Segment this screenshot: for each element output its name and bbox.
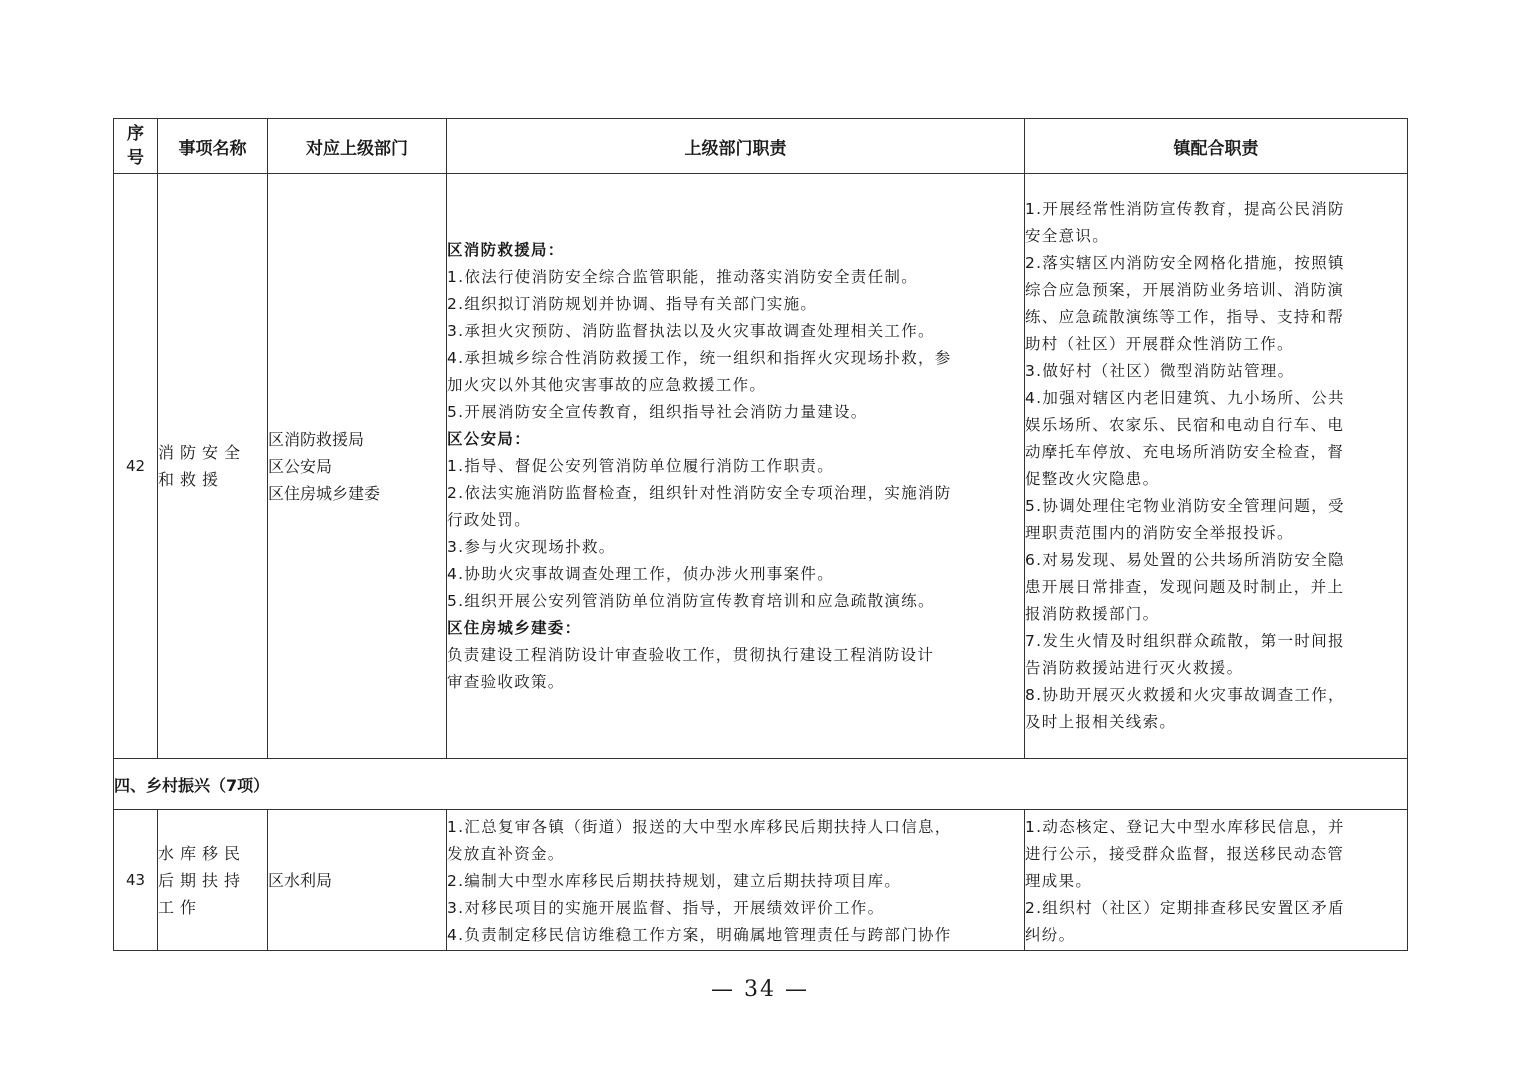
duty-line: 理职责范围内的消防安全举报投诉。	[1025, 524, 1294, 542]
page-number: — 34 —	[711, 977, 809, 1002]
duty-line: 区住房城乡建委：	[447, 618, 582, 637]
upper-duties-list	[447, 810, 1024, 949]
section-title: 四、乡村振兴（7项）	[114, 759, 1408, 810]
row-town-duties	[1025, 810, 1408, 951]
header-seq-line-1: 序	[127, 124, 144, 144]
duty-line: 1.依法行使消防安全综合监管职能，推动落实消防安全责任制。	[447, 267, 918, 286]
row-item-name-line: 和救援	[158, 470, 225, 489]
duty-table	[113, 118, 1408, 951]
row-dept-line: 区住房城乡建委	[268, 483, 381, 503]
duty-line: 报消防救援部门。	[1025, 605, 1160, 623]
header-name: 事项名称	[158, 119, 268, 174]
table-row	[114, 174, 1408, 759]
duty-line: 审查验收政策。	[447, 672, 565, 691]
duty-line: 3.承担火灾预防、消防监督执法以及火灾事故调查处理相关工作。	[447, 321, 935, 340]
row-item-name-line: 工作	[158, 897, 203, 917]
duty-line: 1.动态核定、登记大中型水库移民信息，并	[1025, 818, 1345, 836]
row-item-name-line: 后期扶持	[158, 870, 247, 890]
header-dept: 对应上级部门	[268, 119, 447, 174]
row-upper-duties	[447, 810, 1025, 951]
duty-line: 综合应急预案，开展消防业务培训、消防演	[1025, 281, 1345, 299]
duty-line: 5.协调处理住宅物业消防安全管理问题，受	[1025, 497, 1345, 515]
header-seq	[114, 119, 158, 174]
duty-line: 2.组织村（社区）定期排查移民安置区矛盾	[1025, 899, 1345, 917]
duty-line: 4.协助火灾事故调查处理工作，侦办涉火刑事案件。	[447, 564, 834, 583]
duty-line: 4.负责制定移民信访维稳工作方案，明确属地管理责任与跨部门协作	[447, 926, 952, 944]
section-row	[114, 759, 1408, 810]
town-duties-list	[1025, 196, 1407, 736]
duty-line: 5.开展消防安全宣传教育，组织指导社会消防力量建设。	[447, 402, 868, 421]
duty-line: 促整改火灾隐患。	[1025, 470, 1160, 488]
row-seq: 42	[114, 174, 158, 759]
header-seq-line-2: 号	[127, 148, 144, 168]
duty-line: 2.落实辖区内消防安全网格化措施，按照镇	[1025, 254, 1345, 272]
row-upper-duties	[447, 174, 1025, 759]
duty-line: 助村（社区）开展群众性消防工作。	[1025, 335, 1294, 353]
duty-line: 告消防救援站进行灭火救援。	[1025, 659, 1244, 677]
duty-line: 患开展日常排查，发现问题及时制止，并上	[1025, 578, 1345, 596]
row-dept-line: 区消防救援局	[268, 429, 365, 449]
duty-line: 发放直补资金。	[447, 845, 565, 863]
row-dept	[268, 174, 447, 759]
duty-line: 行政处罚。	[447, 510, 532, 529]
duty-line: 练、应急疏散演练等工作，指导、支持和帮	[1025, 308, 1345, 326]
duty-line: 2.组织拟订消防规划并协调、指导有关部门实施。	[447, 294, 818, 313]
duty-line: 5.组织开展公安列管消防单位消防宣传教育培训和应急疏散演练。	[447, 591, 935, 610]
duty-line: 2.编制大中型水库移民后期扶持规划，建立后期扶持项目库。	[447, 872, 902, 890]
duty-line: 娱乐场所、农家乐、民宿和电动自行车、电	[1025, 416, 1345, 434]
duty-line: 7.发生火情及时组织群众疏散，第一时间报	[1025, 632, 1345, 650]
upper-duties-list	[447, 237, 1024, 696]
header-upper-duties: 上级部门职责	[447, 119, 1025, 174]
duty-line: 3.对移民项目的实施开展监督、指导，开展绩效评价工作。	[447, 899, 885, 917]
duty-line: 纠纷。	[1025, 926, 1076, 944]
duty-line: 4.承担城乡综合性消防救援工作，统一组织和指挥火灾现场扑救，参	[447, 348, 952, 367]
duty-line: 4.加强对辖区内老旧建筑、九小场所、公共	[1025, 389, 1345, 407]
duty-line: 2.依法实施消防监督检查，组织针对性消防安全专项治理，实施消防	[447, 483, 952, 502]
town-duties-list	[1025, 810, 1407, 949]
duty-line: 8.协助开展灭火救援和火灾事故调查工作，	[1025, 686, 1345, 704]
duty-line: 负责建设工程消防设计审查验收工作，贯彻执行建设工程消防设计	[447, 645, 935, 664]
row-town-duties	[1025, 174, 1408, 759]
duty-line: 加火灾以外其他灾害事故的应急救援工作。	[447, 375, 767, 394]
duty-line: 区消防救援局：	[447, 240, 565, 259]
duty-line: 进行公示，接受群众监督，报送移民动态管	[1025, 845, 1345, 863]
duty-line: 动摩托车停放、充电场所消防安全检查，督	[1025, 443, 1345, 461]
duty-line: 3.做好村（社区）微型消防站管理。	[1025, 362, 1295, 380]
duty-line: 及时上报相关线索。	[1025, 713, 1177, 731]
row-item-name-line: 消防安全	[158, 443, 247, 462]
duty-line: 1.汇总复审各镇（街道）报送的大中型水库移民后期扶持人口信息，	[447, 818, 952, 836]
header-row	[114, 119, 1408, 174]
duty-line: 6.对易发现、易处置的公共场所消防安全隐	[1025, 551, 1345, 569]
row-item-name	[158, 810, 268, 951]
row-dept-line: 区水利局	[268, 870, 333, 890]
duty-line: 理成果。	[1025, 872, 1093, 890]
duty-line: 1.开展经常性消防宣传教育，提高公民消防	[1025, 200, 1345, 218]
row-dept	[268, 810, 447, 951]
row-item-name-line: 水库移民	[158, 843, 247, 863]
duty-line: 1.指导、督促公安列管消防单位履行消防工作职责。	[447, 456, 834, 475]
duty-line: 安全意识。	[1025, 227, 1110, 245]
duty-line: 3.参与火灾现场扑救。	[447, 537, 616, 556]
row-dept-line: 区公安局	[268, 456, 333, 476]
table-row	[114, 810, 1408, 951]
row-item-name	[158, 174, 268, 759]
header-town-duties: 镇配合职责	[1025, 119, 1408, 174]
duty-line: 区公安局：	[447, 429, 532, 448]
row-seq: 43	[114, 810, 158, 951]
